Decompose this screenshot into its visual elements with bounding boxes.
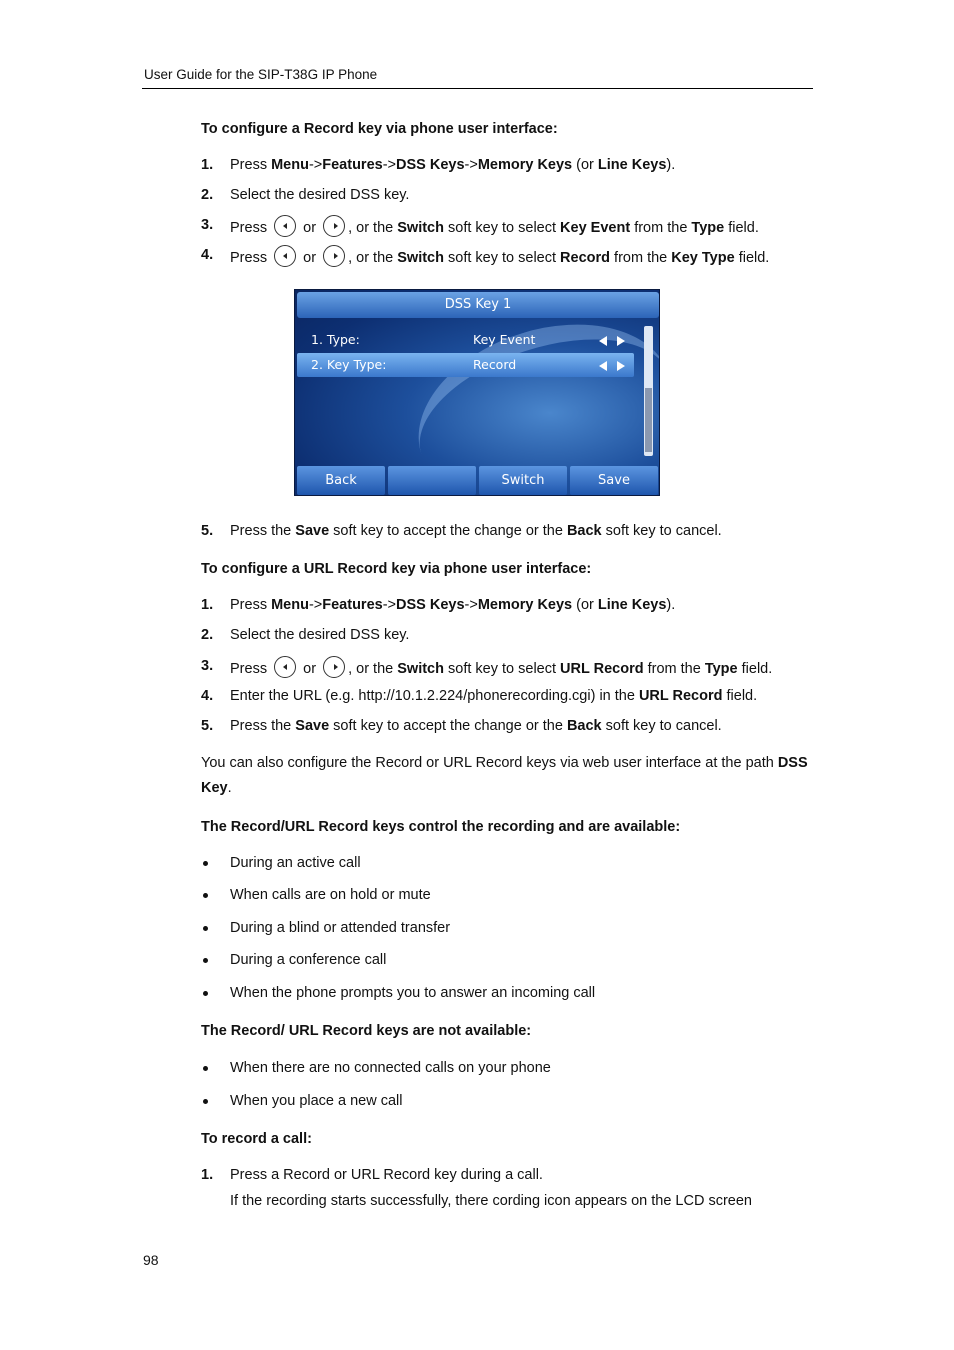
phone-lcd-screenshot (294, 289, 660, 496)
left-arrow-icon[interactable] (599, 336, 607, 346)
step-text: If the recording starts successfully, there cording icon appears on the LCD screen (230, 1193, 752, 1209)
right-arrow-icon[interactable] (617, 361, 625, 371)
left-arrow-icon[interactable] (599, 361, 607, 371)
step-text: Select the desired DSS key. (230, 627, 410, 643)
step-text: Press or , or the Switch soft key to select URL Record from the Type field. (230, 658, 772, 680)
scrollbar[interactable] (644, 326, 653, 456)
step-number: 2. (201, 187, 214, 203)
softkey-switch[interactable]: Switch (479, 466, 567, 495)
step-number: 3. (201, 217, 214, 233)
screen-row-type[interactable] (297, 328, 634, 352)
screen-title: DSS Key 1 (297, 292, 659, 318)
step-text: Select the desired DSS key. (230, 187, 410, 203)
step-number: 5. (201, 718, 214, 734)
row-label: 1. Type: (311, 332, 360, 347)
screen-row-key-type[interactable] (297, 353, 634, 377)
page-number: 98 (143, 1252, 159, 1268)
row-label: 2. Key Type: (311, 357, 387, 372)
step-number: 4. (201, 688, 214, 704)
web-ui-note: You can also configure the Record or URL Record keys via web user interface at the path DSS Key. (201, 755, 808, 796)
step-number: 1. (201, 597, 214, 613)
step-text: Press the Save soft key to accept the change or the Back soft key to cancel. (230, 523, 722, 539)
left-arrow-key-icon (274, 656, 296, 678)
not-available-heading: The Record/ URL Record keys are not available: (201, 1023, 532, 1039)
step-number: 1. (201, 157, 214, 173)
step-number: 4. (201, 247, 214, 263)
right-arrow-icon[interactable] (617, 336, 625, 346)
step-number: 3. (201, 658, 214, 674)
row-value: Key Event (473, 332, 536, 347)
right-arrow-key-icon (323, 245, 345, 267)
step-number: 1. (201, 1167, 214, 1183)
softkey-back[interactable]: Back (297, 466, 385, 495)
scrollbar-thumb[interactable] (645, 388, 652, 452)
softkey-save[interactable]: Save (570, 466, 658, 495)
step-text: Press or , or the Switch soft key to select Key Event from the Type field. (230, 217, 759, 239)
step-text: Enter the URL (e.g. http://10.1.2.224/phonerecording.cgi) in the URL Record field. (230, 688, 758, 704)
header-title: User Guide for the SIP-T38G IP Phone (144, 67, 378, 82)
section2-heading: To configure a URL Record key via phone user interface: (201, 561, 592, 577)
step-text: Press or , or the Switch soft key to select Record from the Key Type field. (230, 247, 769, 269)
left-arrow-key-icon (274, 245, 296, 267)
softkey-empty[interactable] (388, 466, 476, 495)
available-heading: The Record/URL Record keys control the recording and are available: (201, 819, 681, 835)
section1-heading: To configure a Record key via phone user interface: (201, 121, 558, 137)
step-number: 2. (201, 627, 214, 643)
step-text: Press Menu->Features->DSS Keys->Memory Keys (or Line Keys). (230, 157, 676, 173)
step-text: Press a Record or URL Record key during a call. (230, 1167, 543, 1183)
step-text: Press Menu->Features->DSS Keys->Memory Keys (or Line Keys). (230, 597, 676, 613)
step-text: Press the Save soft key to accept the change or the Back soft key to cancel. (230, 718, 722, 734)
row-value: Record (473, 357, 517, 372)
step-number: 5. (201, 523, 214, 539)
header-divider (142, 88, 813, 89)
right-arrow-key-icon (323, 656, 345, 678)
record-call-heading: To record a call: (201, 1131, 312, 1147)
left-arrow-key-icon (274, 215, 296, 237)
right-arrow-key-icon (323, 215, 345, 237)
